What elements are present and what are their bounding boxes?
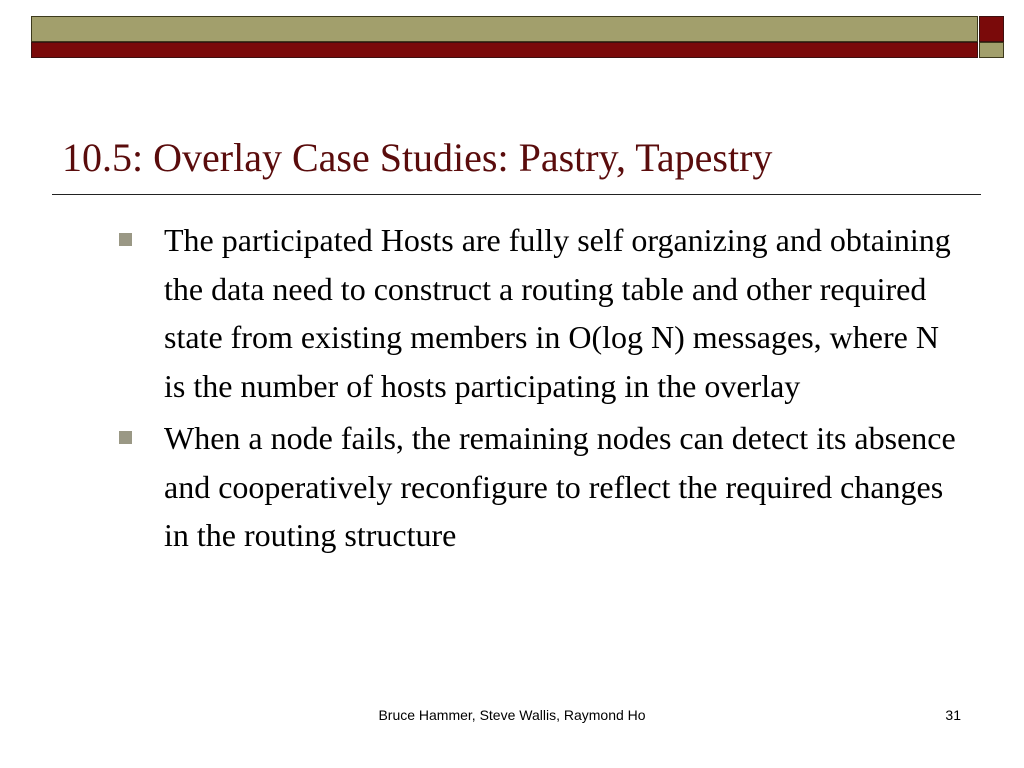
title-divider [52,194,981,195]
header-square-olive [979,42,1004,58]
square-bullet-icon [119,233,132,246]
bullet-list [117,216,967,564]
bullet-text: When a node fails, the remaining nodes can detect its absence and cooperatively reconfigure to reflect the required changes in the routing structure [164,420,956,553]
bullet-item [117,414,967,560]
square-bullet-icon [119,431,132,444]
header-band-maroon [31,42,978,58]
slide-title: 10.5: Overlay Case Studies: Pastry, Tapestry [62,135,773,180]
footer-authors: Bruce Hammer, Steve Wallis, Raymond Ho [378,707,646,723]
header-square-maroon [979,16,1004,42]
footer-page-number: 31 [945,707,961,723]
bullet-text: The participated Hosts are fully self organizing and obtaining the data need to construct a routing table and other required state from existing members in O(log N) messages, where N is the number of hosts participating in the overlay [164,222,951,404]
header-band-olive [31,16,978,42]
bullet-item [117,216,967,410]
